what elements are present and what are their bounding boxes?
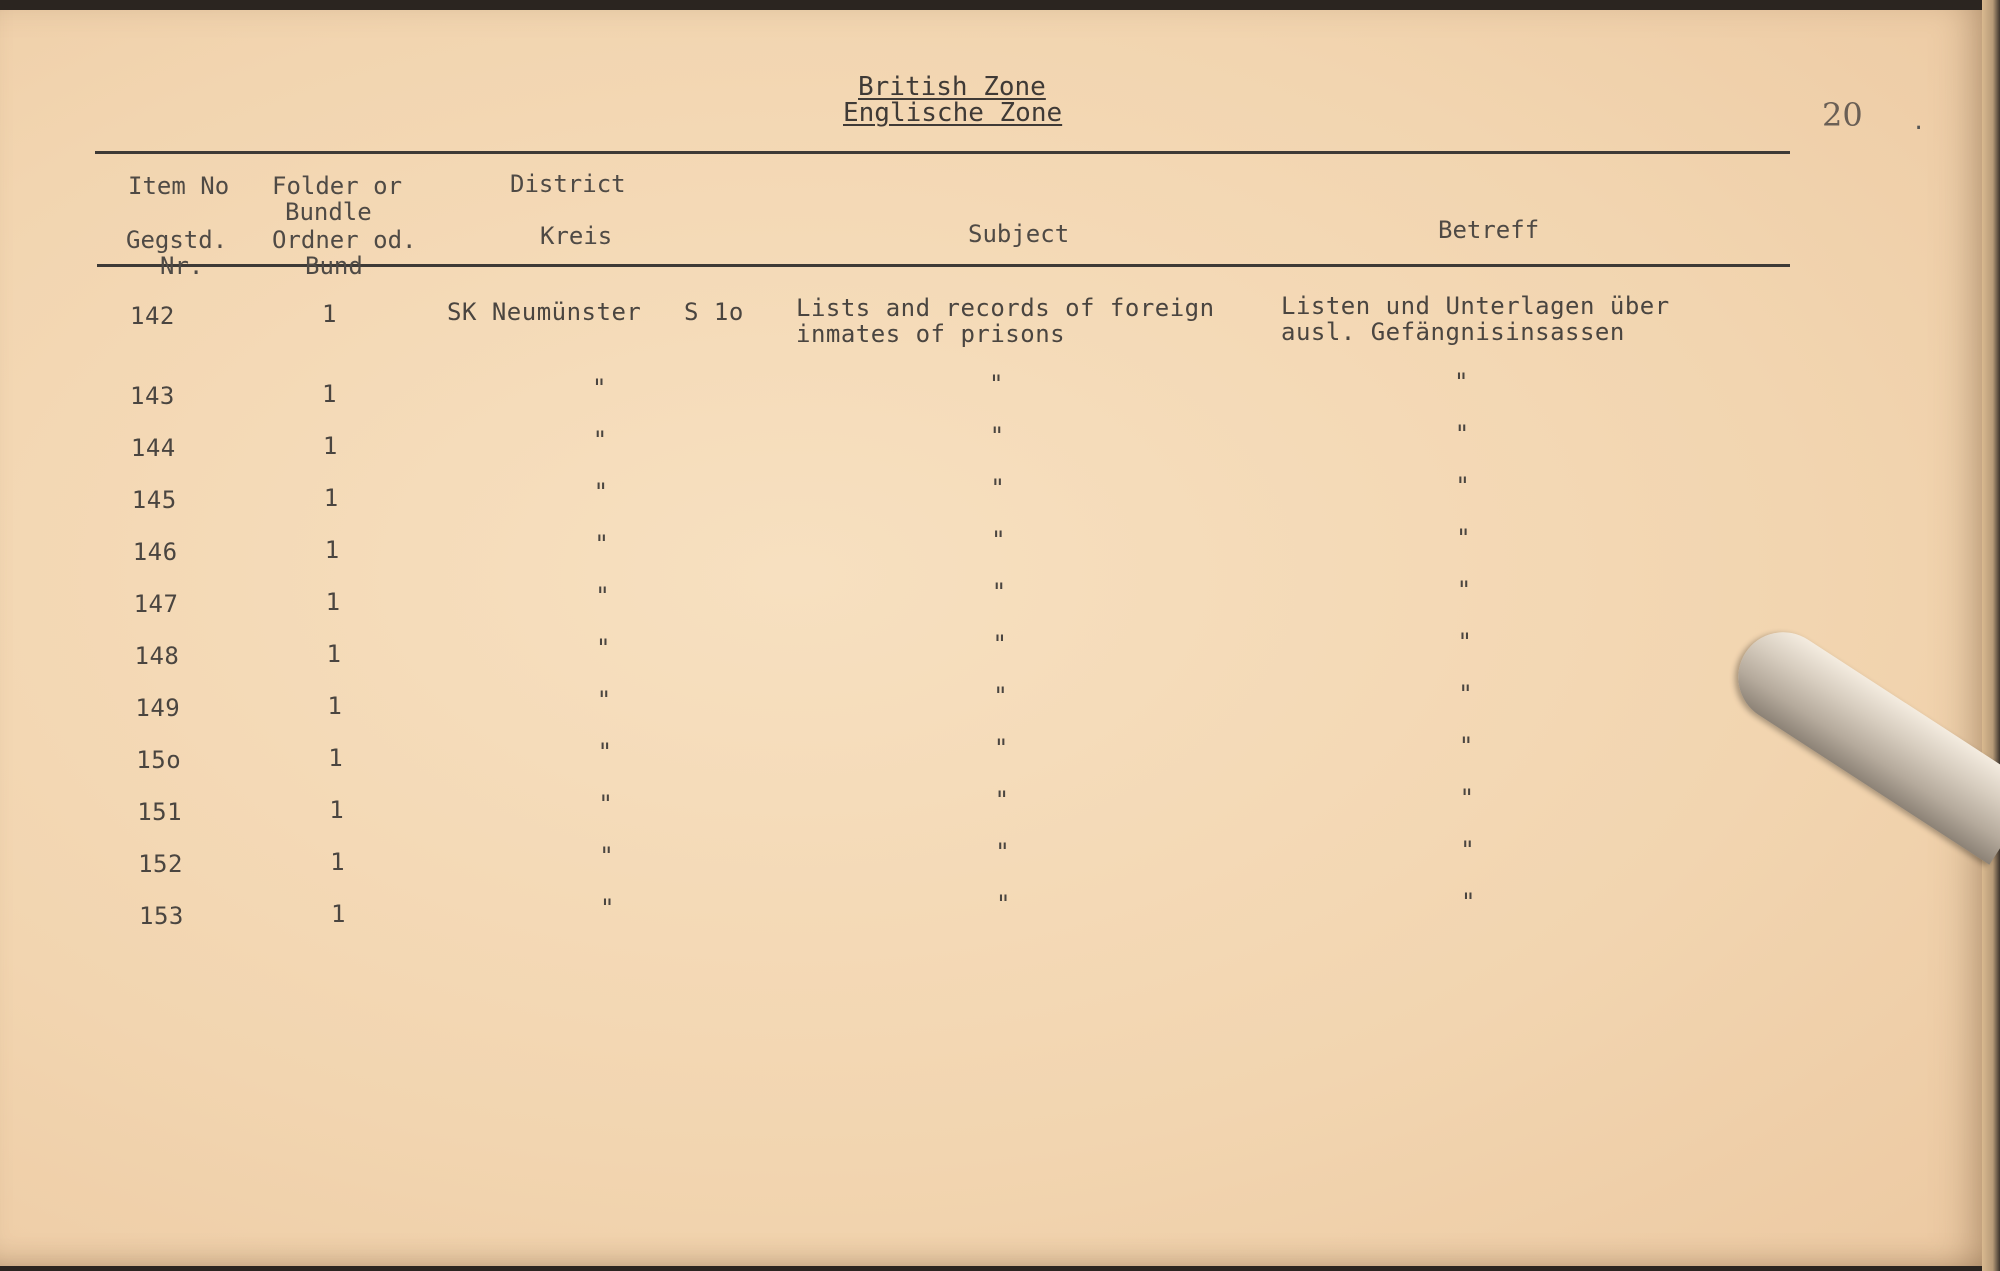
item-number: 145 [131,486,177,514]
header-item-de-2: Nr. [160,252,204,280]
header-district-en: District [510,170,626,198]
district-ditto: " [599,842,615,870]
betreff-ditto: " [1454,420,1470,448]
betreff-ditto: " [1456,524,1472,552]
subject-ditto: " [992,630,1008,658]
corner-mark: . [1912,110,1926,135]
item-number: 151 [137,798,183,826]
header-folder-de: Ordner od. [272,226,417,254]
subject-ditto: " [993,682,1009,710]
district-ditto: " [598,790,614,818]
folder-count: 1 [322,300,337,328]
header-district-de: Kreis [540,222,613,250]
item-number: 142 [130,302,175,330]
folder-count: 1 [322,380,337,408]
subject-ditto: " [989,370,1004,398]
subject-text: Lists and records of foreign [796,294,1215,322]
folder-count: 1 [325,588,341,616]
betreff-ditto: " [1461,888,1476,916]
item-number: 147 [133,590,179,618]
item-number: 149 [135,694,181,722]
district-ditto: " [595,582,611,610]
zone-title-de: Englische Zone [843,98,1063,128]
district-ditto: " [594,530,610,558]
betreff-ditto: " [1456,576,1472,604]
subject-ditto: " [989,422,1005,450]
folder-count: 1 [326,640,342,668]
item-number: 144 [130,434,176,462]
item-number: 148 [134,642,180,670]
header-folder-de-2: Bund [305,252,363,280]
header-subject: Subject [968,220,1070,248]
header-item-en: Item No [128,172,230,200]
betreff-ditto: " [1457,628,1473,656]
folder-count: 1 [322,432,338,460]
folder-count: 1 [327,692,343,720]
header-folder-en-2: Bundle [285,198,372,226]
district-ditto: " [600,894,615,922]
district-ditto: " [593,478,609,506]
district-ditto: " [596,634,611,662]
zone-title-en: British Zone [858,72,1046,102]
header-top-rule [95,151,1790,154]
subject-ditto: " [995,838,1011,866]
subject-ditto: " [991,526,1007,554]
folder-count: 1 [323,484,339,512]
item-number: 15o [136,746,182,774]
subject-ditto: " [994,786,1010,814]
folder-count: 1 [329,796,345,824]
subject-ditto: " [996,890,1011,918]
subject-ditto: " [993,734,1009,762]
folder-count: 1 [331,900,346,928]
subject-ditto: " [991,578,1007,606]
item-number: 146 [132,538,178,566]
subject-text-2: inmates of prisons [796,320,1066,348]
district-code: S 1o [684,298,744,326]
district-name: SK Neumünster [447,298,642,326]
page-number: 20 [1822,96,1863,134]
betreff-ditto: " [1458,732,1474,760]
header-folder-en: Folder or [272,172,403,200]
subject-ditto: " [990,474,1006,502]
betreff-ditto: " [1455,472,1471,500]
betreff-text: Listen und Unterlagen über [1281,292,1670,320]
district-ditto: " [597,738,613,766]
page-edge [1982,0,2000,1271]
betreff-ditto: " [1458,680,1474,708]
betreff-ditto: " [1460,836,1476,864]
item-number: 152 [138,850,183,878]
folder-count: 1 [330,848,346,876]
header-betreff: Betreff [1438,216,1540,244]
district-ditto: " [596,686,612,714]
district-ditto: " [592,426,608,454]
folder-count: 1 [328,744,344,772]
betreff-ditto: " [1459,784,1475,812]
betreff-ditto: " [1454,368,1469,396]
item-number: 143 [130,382,175,410]
item-number: 153 [139,902,184,930]
header-item-de: Gegstd. [126,226,228,254]
document-page [0,10,1985,1266]
folder-count: 1 [324,536,340,564]
district-ditto: " [592,374,607,402]
betreff-text-2: ausl. Gefängnisinsassen [1281,318,1625,346]
